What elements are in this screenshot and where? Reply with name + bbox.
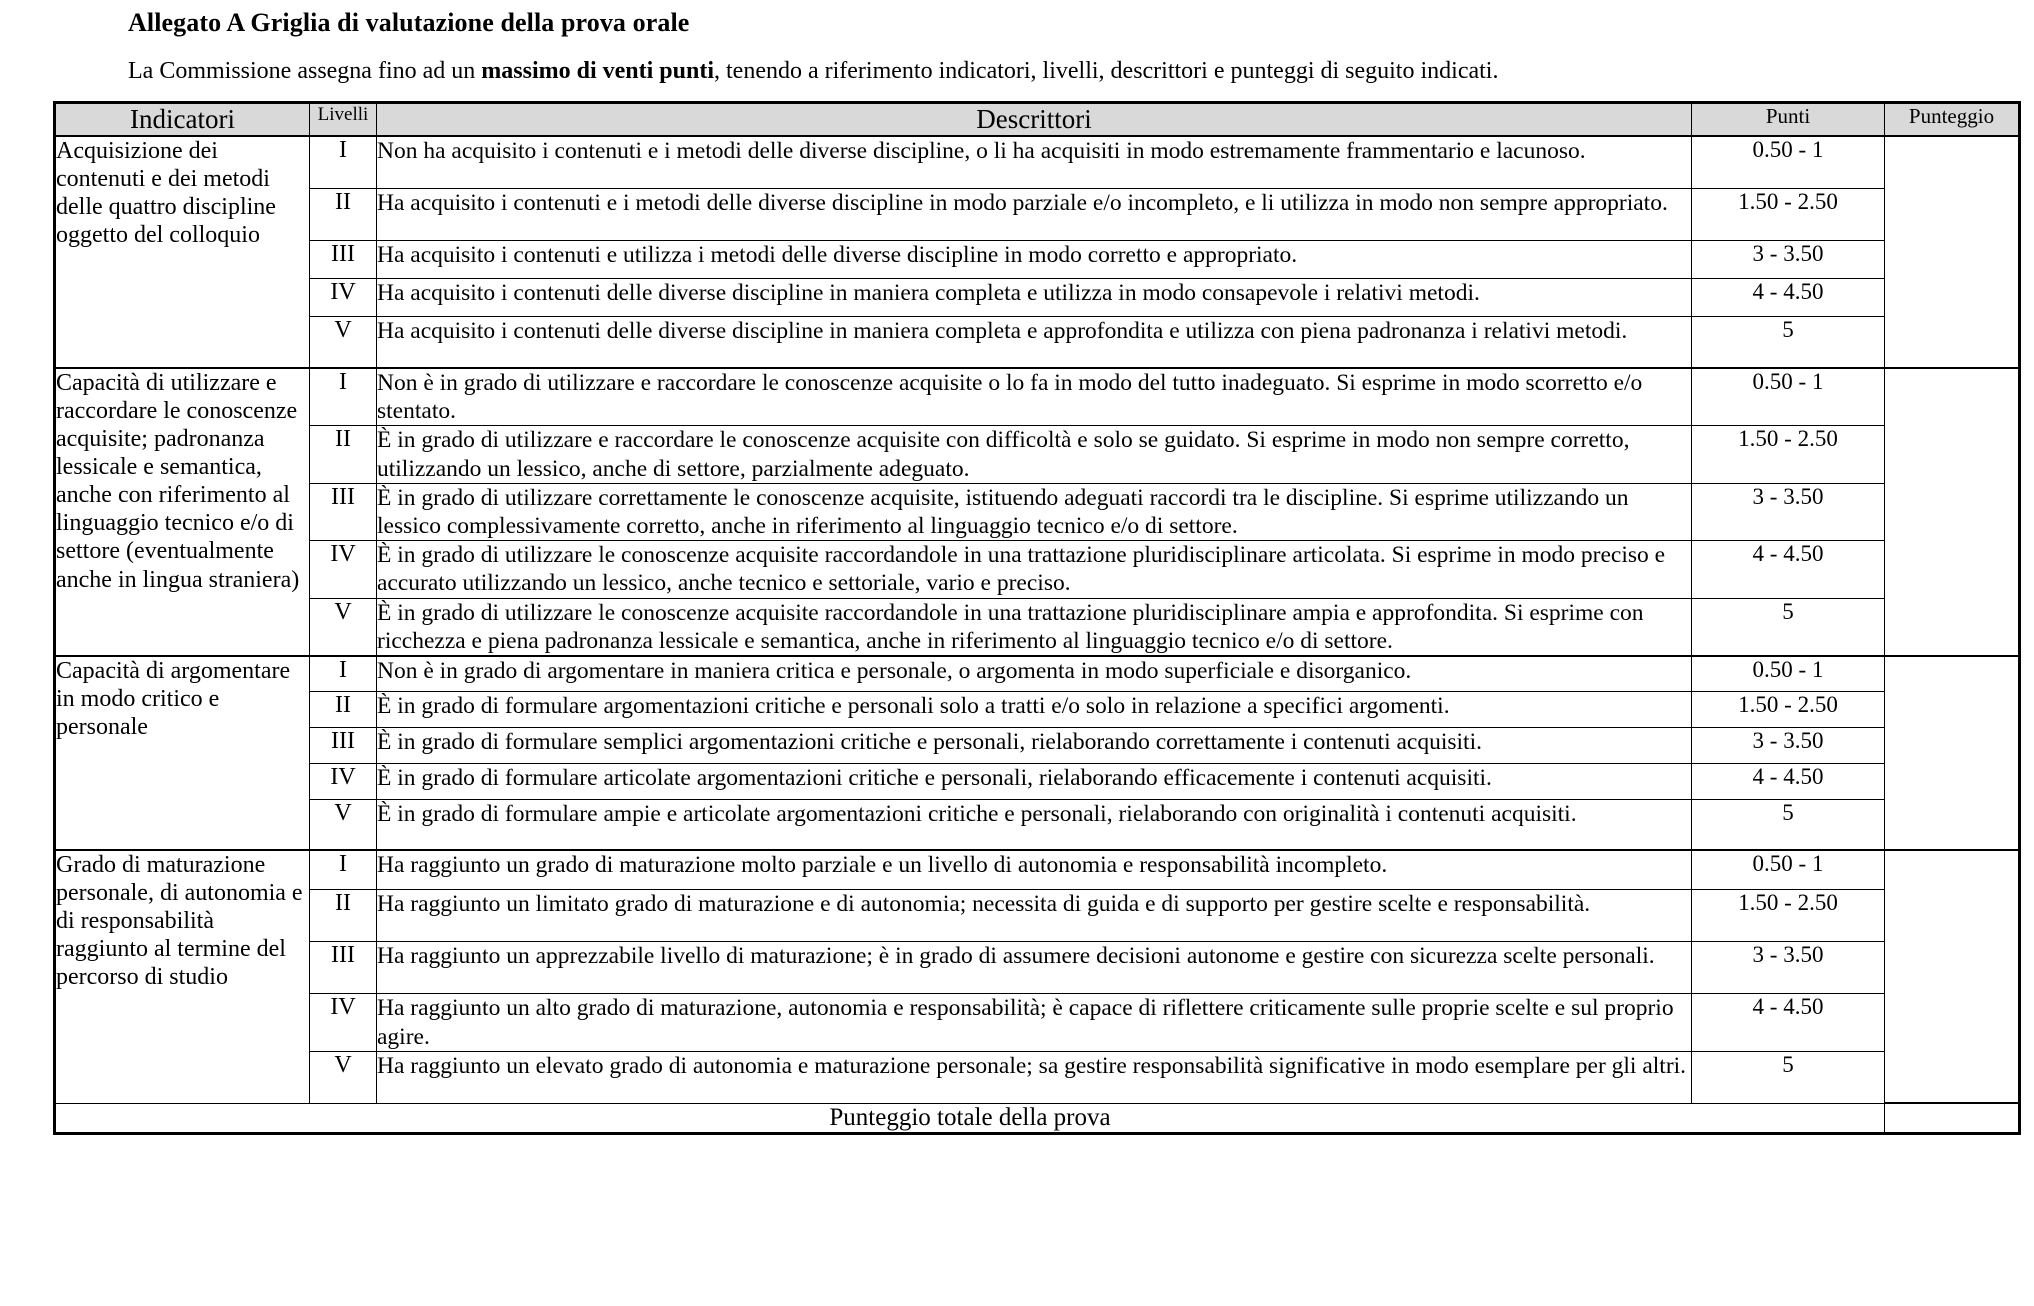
- score-entry-cell[interactable]: [1885, 136, 2020, 368]
- points-cell: 3 - 3.50: [1692, 483, 1885, 540]
- table-row: [55, 240, 2020, 278]
- descriptor-cell: Ha raggiunto un apprezzabile livello di maturazione; è in grado di assumere decisioni autonome e gestire con sicurezza scelte personali.: [377, 942, 1692, 994]
- descriptor-cell: È in grado di utilizzare le conoscenze acquisite raccordandole in una trattazione pluridisciplinare ampia e approfondita. Si esprime con ricchezza e piena padronanza lessicale e semantica, anche in riferimento al linguaggio tecnico e/o di settore.: [377, 598, 1692, 656]
- points-cell: 5: [1692, 1051, 1885, 1103]
- points-cell: 4 - 4.50: [1692, 764, 1885, 800]
- descriptor-cell: Ha raggiunto un limitato grado di maturazione e di autonomia; necessita di guida e di supporto per gestire scelte e responsabilità.: [377, 890, 1692, 942]
- table-row: [55, 598, 2020, 656]
- table-row: [55, 994, 2020, 1051]
- table-row: [55, 656, 2020, 692]
- table-row: [55, 316, 2020, 368]
- level-cell: I: [310, 136, 377, 188]
- column-header-punti: Punti: [1692, 103, 1885, 137]
- level-cell: II: [310, 692, 377, 728]
- table-row: [55, 483, 2020, 540]
- table-row: [55, 890, 2020, 942]
- total-score-entry-cell[interactable]: [1885, 1103, 2020, 1133]
- table-row: [55, 728, 2020, 764]
- descriptor-cell: Non è in grado di argomentare in maniera critica e personale, o argomenta in modo superficiale e disorganico.: [377, 656, 1692, 692]
- level-cell: II: [310, 188, 377, 240]
- table-row: [55, 188, 2020, 240]
- table-row: [55, 541, 2020, 598]
- table-row: [55, 1051, 2020, 1103]
- descriptor-cell: È in grado di utilizzare le conoscenze acquisite raccordandole in una trattazione pluridisciplinare articolata. Si esprime in modo preciso e accurato utilizzando un lessico, anche tecnico e settoriale, vario e preciso.: [377, 541, 1692, 598]
- level-cell: IV: [310, 278, 377, 316]
- points-cell: 3 - 3.50: [1692, 942, 1885, 994]
- descriptor-cell: È in grado di formulare argomentazioni critiche e personali solo a tratti e/o solo in relazione a specifici argomenti.: [377, 692, 1692, 728]
- descriptor-cell: Ha acquisito i contenuti e utilizza i metodi delle diverse discipline in modo corretto e appropriato.: [377, 240, 1692, 278]
- descriptor-cell: Non è in grado di utilizzare e raccordare le conoscenze acquisite o lo fa in modo del tutto inadeguato. Si esprime in modo scorretto e/o stentato.: [377, 368, 1692, 426]
- column-header-livelli: Livelli: [310, 103, 377, 137]
- score-entry-cell[interactable]: [1885, 656, 2020, 850]
- total-label: Punteggio totale della prova: [55, 1103, 1885, 1133]
- descriptor-cell: È in grado di formulare ampie e articolate argomentazioni critiche e personali, rielaborando con originalità i contenuti acquisiti.: [377, 800, 1692, 850]
- level-cell: IV: [310, 994, 377, 1051]
- level-cell: V: [310, 316, 377, 368]
- intro-paragraph: [128, 58, 1928, 85]
- level-cell: V: [310, 800, 377, 850]
- points-cell: 1.50 - 2.50: [1692, 692, 1885, 728]
- page-title: Allegato A Griglia di valutazione della prova orale: [128, 8, 690, 37]
- points-cell: 0.50 - 1: [1692, 136, 1885, 188]
- points-cell: 4 - 4.50: [1692, 994, 1885, 1051]
- level-cell: II: [310, 890, 377, 942]
- points-cell: 5: [1692, 800, 1885, 850]
- level-cell: I: [310, 850, 377, 890]
- descriptor-cell: Ha acquisito i contenuti e i metodi delle diverse discipline in modo parziale e/o incompleto, e li utilizza in modo non sempre appropriato.: [377, 188, 1692, 240]
- level-cell: I: [310, 368, 377, 426]
- descriptor-cell: È in grado di formulare articolate argomentazioni critiche e personali, rielaborando efficacemente i contenuti acquisiti.: [377, 764, 1692, 800]
- column-header-descrittori: Descrittori: [377, 103, 1692, 137]
- score-entry-cell[interactable]: [1885, 368, 2020, 656]
- level-cell: III: [310, 942, 377, 994]
- table-row: [55, 278, 2020, 316]
- indicator-cell: Acquisizione dei contenuti e dei metodi delle quattro discipline oggetto del colloquio: [55, 136, 310, 368]
- level-cell: II: [310, 426, 377, 483]
- total-row: [55, 1103, 2020, 1133]
- table-row: [55, 136, 2020, 188]
- points-cell: 0.50 - 1: [1692, 656, 1885, 692]
- intro-text-before: La Commissione assegna fino ad un: [128, 58, 482, 84]
- descriptor-cell: Ha acquisito i contenuti delle diverse discipline in maniera completa e utilizza in modo consapevole i relativi metodi.: [377, 278, 1692, 316]
- points-cell: 1.50 - 2.50: [1692, 426, 1885, 483]
- level-cell: III: [310, 483, 377, 540]
- indicator-cell: Capacità di utilizzare e raccordare le conoscenze acquisite; padronanza lessicale e semantica, anche con riferimento al linguaggio tecnico e/o di settore (eventualmente anche in lingua straniera): [55, 368, 310, 656]
- points-cell: 1.50 - 2.50: [1692, 188, 1885, 240]
- descriptor-cell: Ha raggiunto un grado di maturazione molto parziale e un livello di autonomia e responsabilità incompleto.: [377, 850, 1692, 890]
- header-row: [55, 103, 2020, 137]
- descriptor-cell: È in grado di formulare semplici argomentazioni critiche e personali, rielaborando correttamente i contenuti acquisiti.: [377, 728, 1692, 764]
- score-entry-cell[interactable]: [1885, 850, 2020, 1103]
- level-cell: I: [310, 656, 377, 692]
- points-cell: 5: [1692, 598, 1885, 656]
- descriptor-cell: Ha raggiunto un alto grado di maturazione, autonomia e responsabilità; è capace di riflettere criticamente sulle proprie scelte e sul proprio agire.: [377, 994, 1692, 1051]
- evaluation-grid-table: [53, 101, 2021, 1135]
- column-header-indicatori: Indicatori: [55, 103, 310, 137]
- indicator-cell: Capacità di argomentare in modo critico e personale: [55, 656, 310, 850]
- table-row: [55, 850, 2020, 890]
- table-row: [55, 426, 2020, 483]
- document-page: [0, 8, 2034, 1306]
- descriptor-cell: Ha raggiunto un elevato grado di autonomia e maturazione personale; sa gestire responsabilità significative in modo esemplare per gli altri.: [377, 1051, 1692, 1103]
- level-cell: IV: [310, 764, 377, 800]
- table-header: [55, 103, 2020, 137]
- level-cell: III: [310, 728, 377, 764]
- descriptor-cell: Non ha acquisito i contenuti e i metodi delle diverse discipline, o li ha acquisiti in modo estremamente frammentario e lacunoso.: [377, 136, 1692, 188]
- column-header-punteggio: Punteggio: [1885, 103, 2020, 137]
- level-cell: IV: [310, 541, 377, 598]
- level-cell: V: [310, 1051, 377, 1103]
- intro-text-after: , tenendo a riferimento indicatori, livelli, descrittori e punteggi di seguito indicati.: [714, 58, 1499, 84]
- table-row: [55, 368, 2020, 426]
- indicator-cell: Grado di maturazione personale, di autonomia e di responsabilità raggiunto al termine del percorso di studio: [55, 850, 310, 1103]
- table-row: [55, 800, 2020, 850]
- intro-text-bold: massimo di venti punti: [481, 58, 714, 84]
- table-row: [55, 692, 2020, 728]
- points-cell: 4 - 4.50: [1692, 541, 1885, 598]
- descriptor-cell: Ha acquisito i contenuti delle diverse discipline in maniera completa e approfondita e utilizza con piena padronanza i relativi metodi.: [377, 316, 1692, 368]
- table-body: [55, 136, 2020, 1133]
- points-cell: 3 - 3.50: [1692, 240, 1885, 278]
- points-cell: 3 - 3.50: [1692, 728, 1885, 764]
- level-cell: V: [310, 598, 377, 656]
- points-cell: 4 - 4.50: [1692, 278, 1885, 316]
- descriptor-cell: È in grado di utilizzare e raccordare le conoscenze acquisite con difficoltà e solo se guidato. Si esprime in modo non sempre corretto, utilizzando un lessico, anche di settore, parzialmente adeguato.: [377, 426, 1692, 483]
- table-row: [55, 764, 2020, 800]
- points-cell: 0.50 - 1: [1692, 368, 1885, 426]
- points-cell: 1.50 - 2.50: [1692, 890, 1885, 942]
- points-cell: 0.50 - 1: [1692, 850, 1885, 890]
- points-cell: 5: [1692, 316, 1885, 368]
- table-row: [55, 942, 2020, 994]
- descriptor-cell: È in grado di utilizzare correttamente le conoscenze acquisite, istituendo adeguati raccordi tra le discipline. Si esprime utilizzando un lessico complessivamente corretto, anche in riferimento al linguaggio tecnico e/o di settore.: [377, 483, 1692, 540]
- level-cell: III: [310, 240, 377, 278]
